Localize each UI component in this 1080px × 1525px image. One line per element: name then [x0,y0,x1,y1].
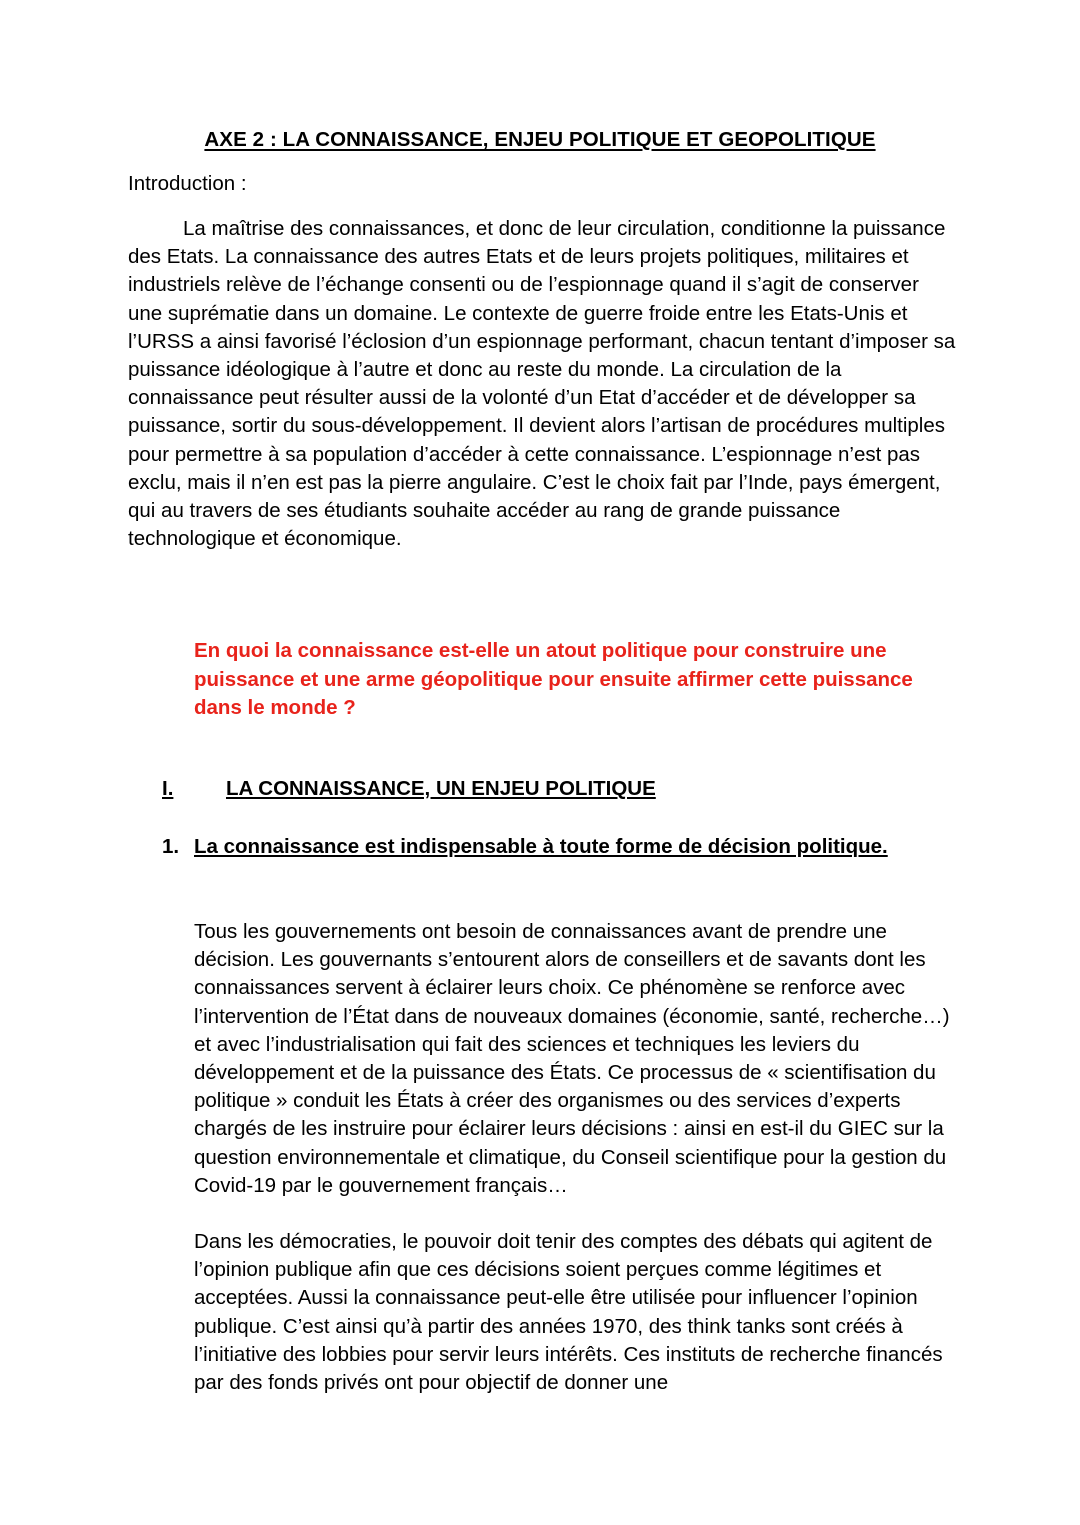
body-paragraph-1: Tous les gouvernements ont besoin de connaissances avant de prendre une décision. Les gouvernants s’entourent alors de conseillers et de savants dont les connaissances servent à éclairer leurs choix. Ce phénomène se renforce avec l’intervention de l’État dans de nouveaux domaines (économie, santé, recherche…) et avec l’industrialisation qui fait des sciences et techniques les leviers du développement et de la puissance des États. Ce processus de « scientifisation du politique » conduit les États à créer des organismes ou des services d’experts chargés de les instruire pour éclairer leurs décisions : ainsi en est-il du GIEC sur la question environnementale et climatique, du Conseil scientifique pour la gestion du Covid-19 par le gouvernement français… [194,920,950,1197]
section-heading [162,777,656,801]
document-title: AXE 2 : LA CONNAISSANCE, ENJEU POLITIQUE ET GEOPOLITIQUE [204,128,876,151]
subsection-title: La connaissance est indispensable à toute forme de décision politique. [194,835,888,858]
introduction-paragraph: La maîtrise des connaissances, et donc de leur circulation, conditionne la puissance des Etats. La connaissance des autres Etats et de leurs projets politiques, militaires et industriels relève de l’échange consenti ou de l’espionnage quand il s’agit de conserver une suprématie dans un domaine. Le contexte de guerre froide entre les Etats-Unis et l’URSS a ainsi favorisé l’éclosion d’un espionnage performant, chacun tentant d’imposer sa puissance idéologique à l’autre et donc au reste du monde. La circulation de la connaissance peut résulter aussi de la volonté d’un Etat d’accéder et de développer sa puissance, sortir du sous-développement. Il devient alors l’artisan de procédures multiples pour permettre à sa population d’accéder à cette connaissance. L’espionnage n’est pas exclu, mais il n’en est pas la pierre angulaire. C’est le choix fait par l’Inde, pays émergent, qui au travers de ses étudiants souhaite accéder au rang de grande puissance technologique et économique. [128,217,956,551]
body-paragraph-2: Dans les démocraties, le pouvoir doit tenir des comptes des débats qui agitent de l’opinion publique afin que ces décisions soient perçues comme légitimes et acceptées. Aussi la connaissance peut-elle être utilisée pour influencer l’opinion publique. C’est ainsi qu’à partir des années 1970, des think tanks sont créés à l’initiative des lobbies pour servir leurs intérêts. Ces instituts de recherche financés par des fonds privés ont pour objectif de donner une [194,1230,943,1395]
subsection-heading [162,835,888,859]
introduction-label: Introduction : [128,172,247,195]
section-title: LA CONNAISSANCE, UN ENJEU POLITIQUE [226,777,656,800]
section-number: I. [162,777,174,800]
subsection-number: 1. [162,835,180,858]
problematique-question: En quoi la connaissance est-elle un atout politique pour construire une puissance et une arme géopolitique pour ensuite affirmer cette puissance dans le monde ? [194,639,913,719]
